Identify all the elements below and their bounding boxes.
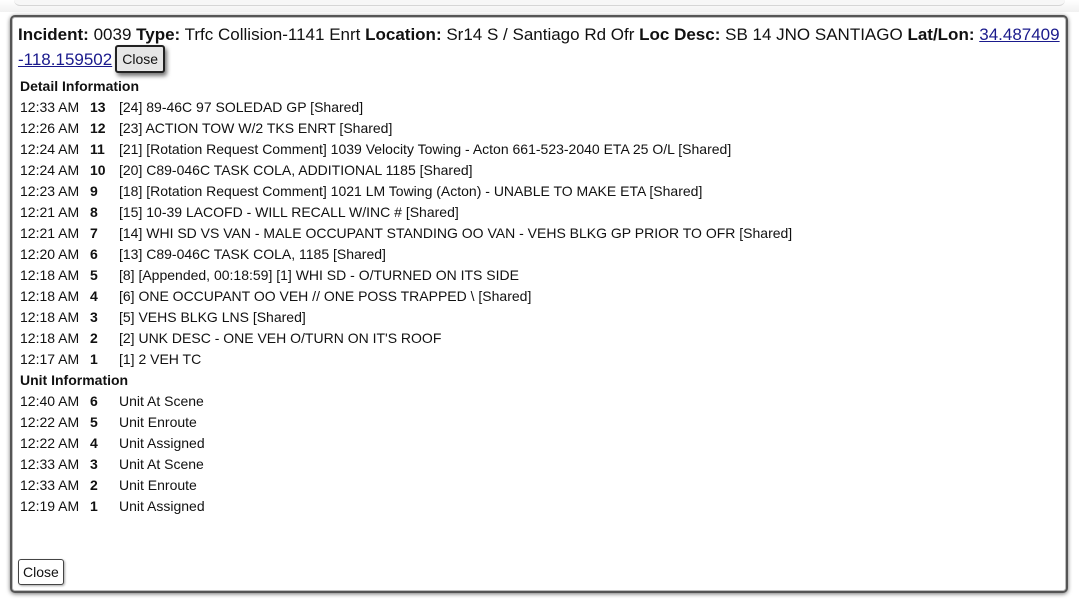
longitude-link[interactable]: -118.159502 (18, 50, 113, 69)
time-cell: 12:17 AM (20, 351, 80, 367)
top-strip (0, 0, 1079, 12)
entry-text: [13] C89-046C TASK COLA, 1185 [Shared] (119, 246, 386, 262)
entry-text: [1] 2 VEH TC (119, 351, 202, 367)
detail-row (20, 265, 792, 286)
incident-dialog (10, 15, 1068, 593)
time-cell: 12:18 AM (20, 330, 80, 346)
detail-row (20, 328, 792, 349)
entry-text: [24] 89-46C 97 SOLEDAD GP [Shared] (119, 99, 364, 115)
sequence-number: 1 (90, 498, 98, 514)
detail-row (20, 139, 792, 160)
time-cell: 12:26 AM (20, 120, 80, 136)
detail-row (20, 223, 792, 244)
detail-row (20, 118, 792, 139)
time-cell: 12:22 AM (20, 414, 80, 430)
close-button-bottom[interactable]: Close (18, 559, 64, 585)
sequence-number: 3 (90, 309, 98, 325)
sequence-number: 2 (90, 477, 98, 493)
detail-row (20, 181, 792, 202)
entry-text: [14] WHI SD VS VAN - MALE OCCUPANT STANDING OO VAN - VEHS BLKG GP PRIOR TO OFR [Shared] (119, 225, 793, 241)
time-cell: 12:24 AM (20, 162, 80, 178)
sequence-number: 4 (90, 288, 98, 304)
sequence-number: 7 (90, 225, 98, 241)
entry-text: Unit At Scene (119, 456, 204, 472)
incident-number: 0039 (93, 25, 132, 44)
entry-text: [18] [Rotation Request Comment] 1021 LM Towing (Acton) - UNABLE TO MAKE ETA [Shared] (119, 183, 703, 199)
time-cell: 12:33 AM (20, 99, 80, 115)
entry-text: Unit Enroute (119, 414, 197, 430)
time-cell: 12:33 AM (20, 456, 80, 472)
entry-text: [6] ONE OCCUPANT OO VEH // ONE POSS TRAPPED \ [Shared] (119, 288, 532, 304)
time-cell: 12:21 AM (20, 204, 80, 220)
sequence-number: 3 (90, 456, 98, 472)
sequence-number: 1 (90, 351, 98, 367)
unit-row (20, 496, 205, 517)
sequence-number: 9 (90, 183, 98, 199)
detail-row (20, 244, 792, 265)
entry-text: Unit Assigned (119, 435, 205, 451)
location-description: SB 14 JNO SANTIAGO (725, 25, 903, 44)
time-cell: 12:18 AM (20, 309, 80, 325)
time-cell: 12:18 AM (20, 288, 80, 304)
entry-text: [20] C89-046C TASK COLA, ADDITIONAL 1185 [Shared] (119, 162, 473, 178)
time-cell: 12:23 AM (20, 183, 80, 199)
sequence-number: 6 (90, 246, 98, 262)
unit-row (20, 433, 205, 454)
sequence-number: 6 (90, 393, 98, 409)
sequence-number: 5 (90, 414, 98, 430)
incident-label: Incident: (18, 25, 89, 44)
unit-information-title: Unit Information (20, 372, 129, 388)
top-strip-bar (14, 0, 1065, 6)
unit-row (20, 412, 205, 433)
sequence-number: 4 (90, 435, 98, 451)
entry-text: [21] [Rotation Request Comment] 1039 Velocity Towing - Acton 661-523-2040 ETA 25 O/L [Shared] (119, 141, 732, 157)
entry-text: Unit Enroute (119, 477, 197, 493)
time-cell: 12:20 AM (20, 246, 80, 262)
locdesc-label: Loc Desc: (639, 25, 721, 44)
entry-text: [5] VEHS BLKG LNS [Shared] (119, 309, 306, 325)
latlon-label: Lat/Lon: (907, 25, 975, 44)
entry-text: Unit At Scene (119, 393, 204, 409)
time-cell: 12:33 AM (20, 477, 80, 493)
time-cell: 12:40 AM (20, 393, 80, 409)
detail-information-title: Detail Information (20, 78, 140, 94)
sequence-number: 5 (90, 267, 98, 283)
entry-text: [8] [Appended, 00:18:59] [1] WHI SD - O/TURNED ON ITS SIDE (119, 267, 519, 283)
detail-row (20, 202, 792, 223)
time-cell: 12:18 AM (20, 267, 80, 283)
sequence-number: 12 (90, 120, 106, 136)
sequence-number: 13 (90, 99, 106, 115)
location-label: Location: (365, 25, 442, 44)
entry-text: [15] 10-39 LACOFD - WILL RECALL W/INC # [Shared] (119, 204, 459, 220)
detail-row (20, 286, 792, 307)
time-cell: 12:21 AM (20, 225, 80, 241)
time-cell: 12:22 AM (20, 435, 80, 451)
latitude-link[interactable]: 34.487409 (979, 25, 1060, 44)
entry-text: [2] UNK DESC - ONE VEH O/TURN ON IT'S ROOF (119, 330, 442, 346)
detail-row (20, 97, 792, 118)
detail-row (20, 307, 792, 328)
type-label: Type: (136, 25, 181, 44)
unit-row (20, 475, 205, 496)
detail-list (20, 97, 792, 370)
unit-row (20, 391, 205, 412)
sequence-number: 10 (90, 162, 106, 178)
close-button-top[interactable]: Close (115, 45, 165, 73)
incident-header (18, 22, 1064, 73)
unit-row (20, 454, 205, 475)
entry-text: Unit Assigned (119, 498, 205, 514)
entry-text: [23] ACTION TOW W/2 TKS ENRT [Shared] (119, 120, 393, 136)
time-cell: 12:19 AM (20, 498, 80, 514)
sequence-number: 8 (90, 204, 98, 220)
time-cell: 12:24 AM (20, 141, 80, 157)
sequence-number: 11 (90, 141, 105, 157)
detail-row (20, 349, 792, 370)
detail-row (20, 160, 792, 181)
unit-list (20, 391, 205, 517)
incident-location: Sr14 S / Santiago Rd Ofr (446, 25, 635, 44)
sequence-number: 2 (90, 330, 98, 346)
incident-type: Trfc Collision-1141 Enrt (184, 25, 361, 44)
